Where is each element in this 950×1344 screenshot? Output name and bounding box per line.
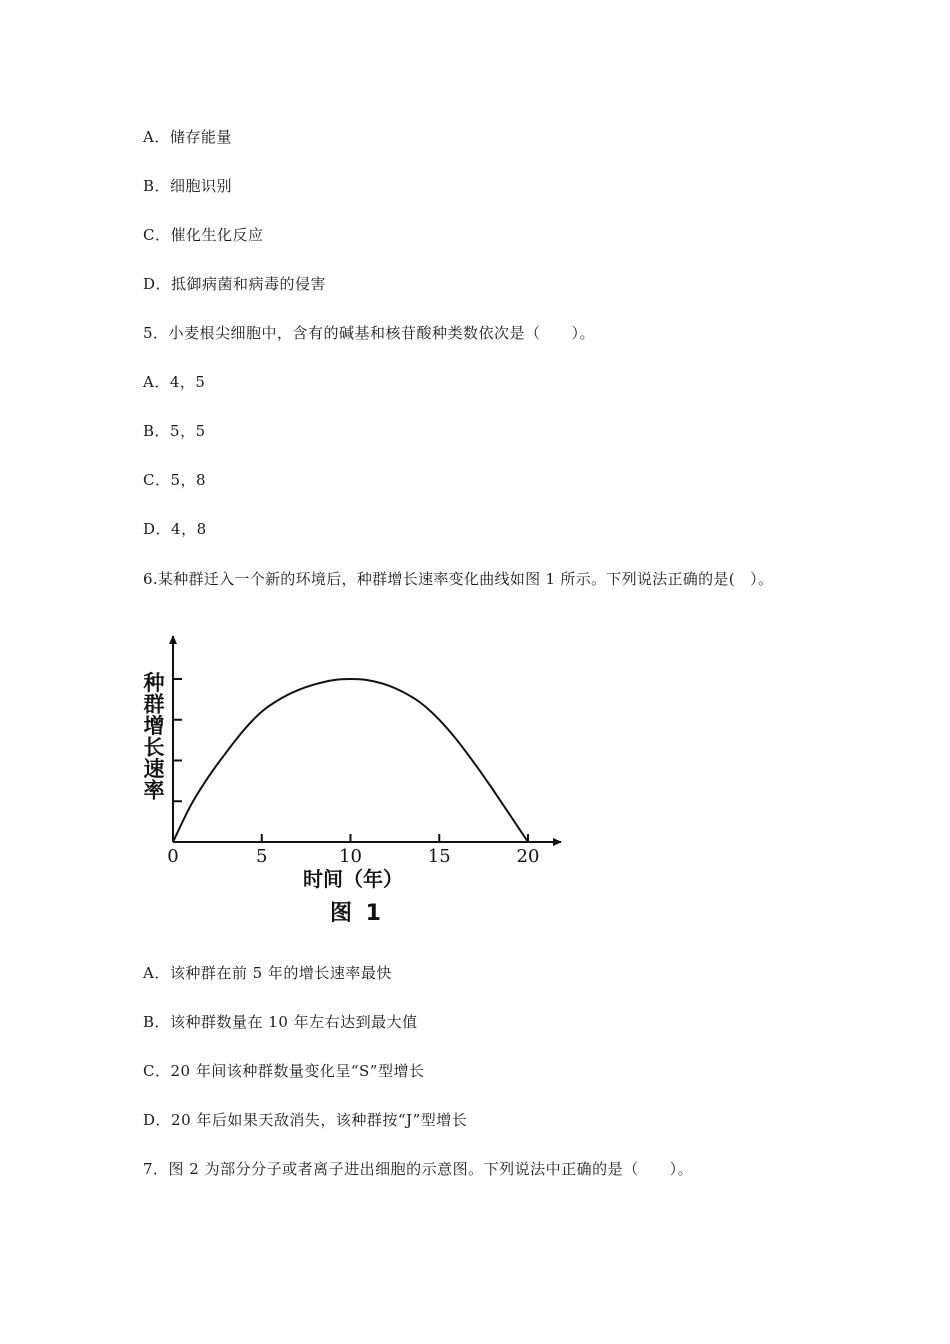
growth-rate-curve [173,679,528,842]
q5-option-c: C．5，8 [143,471,207,489]
q6-option-d: D．20 年后如果天敌消失，该种群按“J”型增长 [143,1111,468,1129]
q7-stem: 7．图 2 为部分分子或者离子进出细胞的示意图。下列说法中正确的是（ ）。 [143,1160,694,1178]
q4-option-a: A．储存能量 [143,128,232,146]
x-tick-label: 10 [339,846,362,867]
q5-option-a: A．4，5 [143,373,206,391]
x-axis-label: 时间（年） [303,867,403,891]
q6-option-b: B．该种群数量在 10 年左右达到最大值 [143,1013,418,1031]
q6-stem: 6.某种群迁入一个新的环境后，种群增长速率变化曲线如图 1 所示。下列说法正确的是( ）。 [143,570,774,588]
q6-option-c: C．20 年间该种群数量变化呈“S”型增长 [143,1062,425,1080]
q4-option-b: B．细胞识别 [143,177,233,195]
q6-option-a: A．该种群在前 5 年的增长速率最快 [143,964,392,982]
chart-svg [128,632,588,932]
y-axis-label: 种群增长速率 [143,670,165,803]
x-ticks [262,834,528,842]
q4-option-d: D．抵御病菌和病毒的侵害 [143,275,327,293]
x-tick-label: 20 [516,846,540,867]
figure-1-chart [128,632,588,932]
y-ticks [173,679,182,801]
q5-stem: 5．小麦根尖细胞中，含有的碱基和核苷酸种类数依次是（ ）。 [143,324,596,342]
q5-option-b: B．5，5 [143,422,206,440]
x-tick-label: 0 [167,846,179,867]
figure-1-caption: 图 1 [330,901,384,926]
x-tick-labels [167,846,539,867]
x-tick-label: 15 [427,846,451,867]
q4-option-c: C．催化生化反应 [143,226,264,244]
x-tick-label: 5 [256,846,268,867]
q5-option-d: D．4，8 [143,520,207,538]
